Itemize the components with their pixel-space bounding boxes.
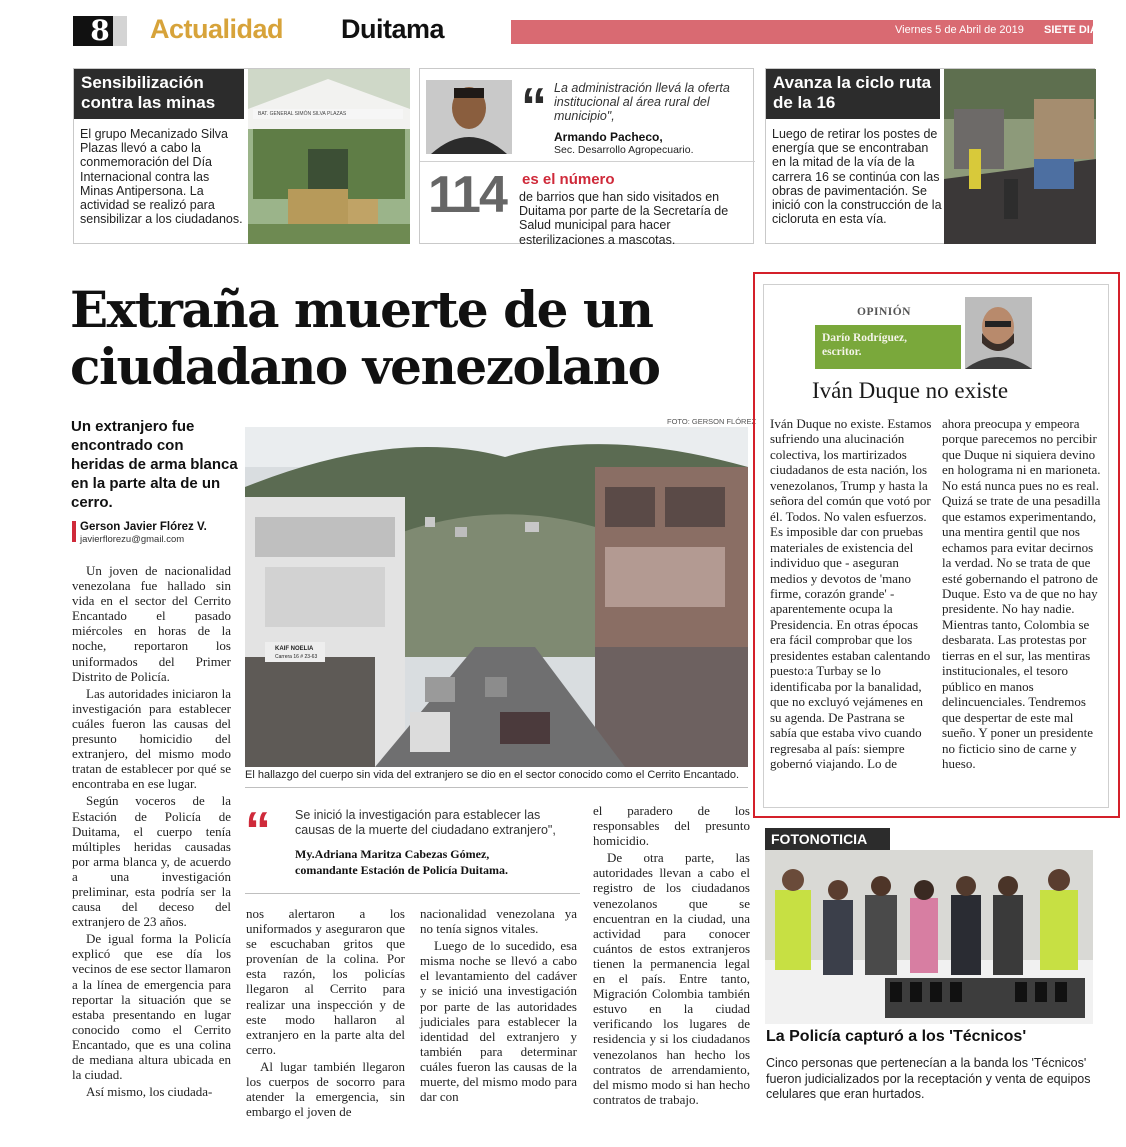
caption-rule [245,787,748,788]
opinion-title: Iván Duque no existe [812,378,1009,403]
fotonoticia-text: Cinco personas que pertenecían a la banda los 'Técnicos' fueron judicializados por la receptación y venta de equipos celulares que eran hurtados. [766,1056,1091,1101]
col1-paragraph: De igual forma la Policía explicó que ese día los vecinos de ese sector llamaron a la línea de emergencia para reportar la situación que se estaba presentando en lugar conocido como el Cerrito Encantado, que es una colina de mediana altura ubicada en la ciudad. [72,931,231,1083]
pacheco-photo [426,80,512,154]
stat-text: de barrios que han sido visitados en Duitama por parte de la Secretaría de Salud municipal para hacer esterilizaciones a mascotas. [519,190,729,247]
section-city: Duitama [341,14,445,44]
article-col-1 [72,563,231,1101]
article-subhead: Un extranjero fue encontrado con heridas de arma blanca en la parte alta de un cerro. [71,418,238,511]
pacheco-name: Armando Pacheco, [554,130,663,144]
box-ciclo-photo [944,69,1096,244]
opinion-col-2: ahora preocupa y empeora porque parecemos no percibir que Duque ni siquiera devino en holograma ni en marioneta. No está nunca pues no es real. Quizá se trate de una pesadilla que estamos experimentando, una mentira gentil que nos echamos para evitar decirnos la verdad. No se trata de que esté gobernando el patrono de Duque. Esto va de que no hay presidente. No hay nadie. Mientras tanto, Colombia se desbarata. Las protestas por tierras en el sur, las mentiras institucionales, el tesoro público en manos delincuenciales. Tendremos que despertar de este mal sueño. Y poner un presidente no ficticio sino de carne y hueso. [942,416,1101,771]
box-minas-text: El grupo Mecanizado Silva Plazas llevó a cabo la conmemoración del Día Internacional contra las Minas Antipersona. La actividad se realizó para sensibilizar a los ciudadanos. [80,127,243,227]
box-ciclo-title: Avanza la ciclo ruta de la 16 [766,69,940,119]
stat-label: es el número [522,171,615,188]
box-minas [73,68,410,244]
col1-paragraph: Las autoridades iniciaron la investigación para establecer cuáles fueron las causas del presunto homicidio del extranjero, del mismo modo tratan de establecer por qué se encontraba en ese lugar. [72,685,231,792]
page-number-text: 8 [90,14,110,47]
quote-author: My.Adriana Maritza Cabezas Gómez, [295,847,490,861]
col4-paragraph: el paradero de los responsables del presunto homicidio. [593,803,750,849]
photo-sign-1: KAIF NOELIA [275,646,314,652]
col4-paragraph: De otra parte, las autoridades llevan a cabo el registro de los ciudadanos venezolanos que se encuentran en la ciudad, una actividad para conocer cuántos de estos extranjeros tienen la permanencia legal en el país. Entre tanto, Migración Colombia también estuvo en la ciudad verificando los lugares de residencia y si los ciudadanos venezolanos han hecho los contratos de arrendamiento, del mismo modo si han hecho contratos de trabajo. [593,850,750,1107]
col1-paragraph: Un joven de nacionalidad venezolana fue hallado sin vida en el sector del Cerrito Encantado el pasado miércoles en horas de la noche, reportaron los uniformados del Primer Distrito de Policía. [72,563,231,684]
col3-paragraph: nacionalidad venezolana ya no tenía signos vitales. [420,906,577,937]
opinion-author-photo [965,297,1032,369]
fotonoticia-label: FOTONOTICIA [765,828,890,850]
box-ciclo [765,68,1095,244]
col3-paragraph: Luego de lo sucedido, esa misma noche se llevó a cabo el levantamiento del cadáver y se inició una investigación por parte de las autoridades judiciales para establecer la identidad del extranjero y también para determinar cuáles fueron las causas de la muerte, del mismo modo para dar con [420,938,577,1105]
article-quote: Se inició la investigación para establecer las causas de la muerte del ciudadano extranjero", [295,808,556,837]
article-author: Gerson Javier Flórez V. [80,521,207,533]
opinion-author: Darío Rodríguez, escritor. [822,332,907,358]
author-bar [72,521,76,542]
quote-mark-icon: “ [521,78,547,136]
stat-number: 114 [428,166,506,224]
col2-paragraph: nos alertaron a los uniformados y aseguraron que se escuchaban gritos que provenían de la colina. Por esta razón, los policías llegaron al Cerrito para realizar una inspección y de este modo hallaron al extranjero en la parte alta del cerro. [246,906,405,1057]
article-headline: Extraña muerte de un ciudadano venezolano [70,280,660,396]
article-col-4 [593,803,750,1109]
fotonoticia-title: La Policía capturó a los 'Técnicos' [766,1028,1027,1045]
opinion-label: OPINIÓN [857,306,911,318]
opinion-col-1: Iván Duque no existe. Estamos sufriendo una alucinación colectiva, los martirizados ciudadanos de esta nación, los venezolanos, Trump y hasta la señora del común que votó por él. Todos. No valen esfuerzos. Es imposible dar con pruebas materiales de existencia del individuo que - aseguran medios y devotos de 'mano firme, corazón grande' - aparentemente ocupa la Presidencia. En otras épocas era fácil comprobar que los presidentes estaban calentando puesto:a Turbay se lo identificaba por la banalidad, que no excluyó vejámenes en su agenda. De Pastrana se sabía que estaba vivo cuando regresaba al país: siempre gobernó viajando. Lo de [770,416,932,771]
article-col-2 [246,906,405,1121]
quote-rule [245,893,580,894]
section-name: Actualidad [150,14,284,44]
street-photo [245,427,748,767]
header-brand: SIETE DIAS [1044,24,1106,36]
photo-banner-text: BAT. GENERAL SIMÓN SILVA PLAZAS [258,111,347,117]
col1-paragraph: Así mismo, los ciudada- [86,1084,213,1100]
photo-caption: El hallazgo del cuerpo sin vida del extranjero se dio en el sector conocido como el Cerrito Encantado. [245,769,740,781]
page-number [73,16,127,46]
pacheco-role: Sec. Desarrollo Agropecuario. [554,144,694,156]
article-email: javierflorezu@gmail.com [80,534,185,545]
header-date: Viernes 5 de Abril de 2019 [895,24,1024,36]
photo-credit: FOTO: GERSON FLÓREZ [667,417,757,426]
col2-paragraph: Al lugar también llegaron los cuerpos de socorro para atender la emergencia, sin embargo el joven de [246,1058,405,1120]
quote-role: comandante Estación de Policía Duitama. [295,863,508,877]
pacheco-quote: La administración llevá la oferta institucional al área rural del municipio", [554,81,730,124]
divider [420,161,755,162]
box-minas-photo [248,69,410,244]
article-col-3 [420,906,577,1106]
quote-mark-icon: “ [245,802,271,860]
fotonoticia-photo [765,850,1093,1024]
photo-sign-2: Carrera 16 # 23-63 [275,654,318,660]
box-minas-title: Sensibilización contra las minas [74,69,244,119]
box-quote [419,68,754,247]
col1-paragraph: Según voceros de la Estación de Policía de Duitama, el cuerpo tenía múltiples heridas causadas por arma blanca y, de acuerdo a una investigación preliminar, esta podría ser la causa del deceso del extranjero de 23 años. [72,793,231,930]
box-ciclo-text: Luego de retirar los postes de energía que se encontraban en la mitad de la vía de la carrera 16 se continúa con las obras de pavimentación. Se inició con la construcción de la cicloruta en esta vía. [772,127,942,227]
